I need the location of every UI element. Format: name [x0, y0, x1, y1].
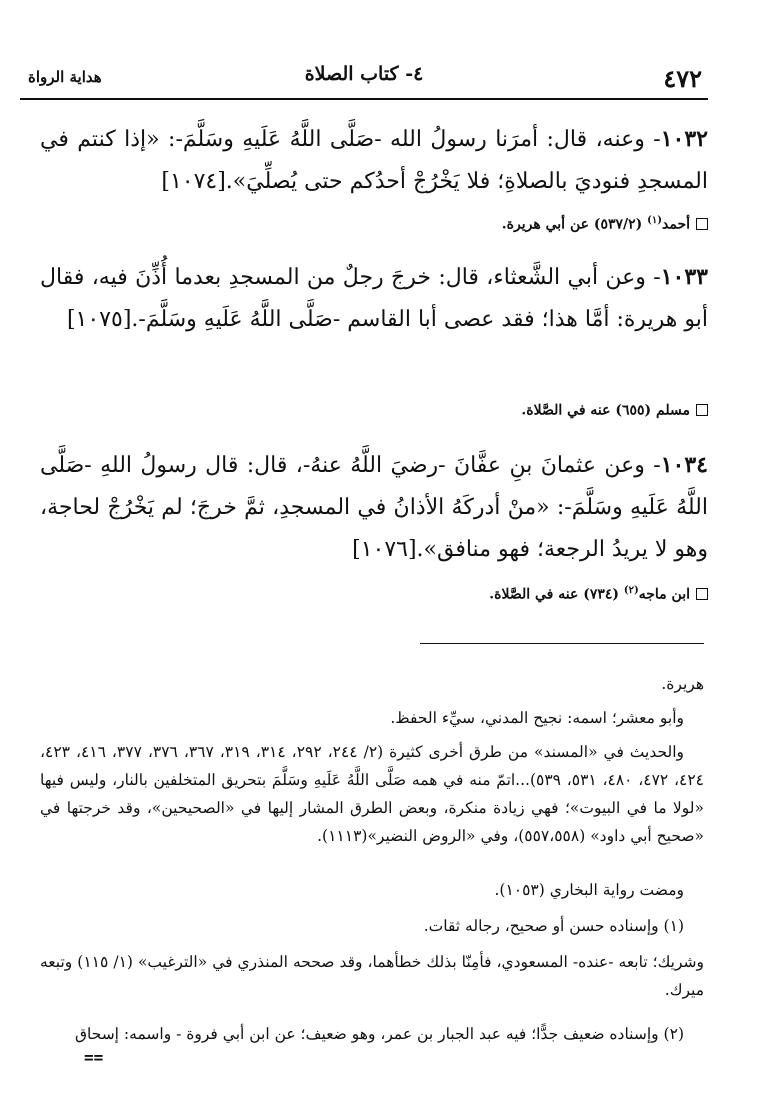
hadith-number: ١٠٣٤ [660, 452, 708, 478]
hadith-text: - وعنه، قال: أمرَنا رسولُ الله -صَلَّى اللَّهُ عَلَيهِ وسَلَّمَ-: «إذا كنتم في المسجدِ فنوديَ بالصلاةِ؛ فلا يَخْرُجْ أحدُكم حتى يُصلِّيَ».[١٠٧٤] [40, 127, 708, 194]
square-bullet-icon [696, 404, 708, 416]
continuation-mark: == [84, 1048, 104, 1067]
footnote-paragraph: والحديث في «المسند» من طرق أخرى كثيرة (٢/ ٢٤٤، ٢٩٢، ٣١٤، ٣١٩، ٣٦٧، ٣٧٦، ٣٧٧، ٤١٦، ٤٢٣، ٤٢٤، ٤٧٢، ٤٨٠، ٥٣١، ٥٣٩)...اتمّ منه في همه صَلَّى اللَّهُ عَلَيهِ وسَلَّمَ بتحريق المتخلفين بالنار، وليس فيها «لولا ما في البيوت»؛ فهي زيادة منكرة، وبعض الطرق المشار إليها في «الصحيحين»، وقد خرجتها في «صحيح أبي داود» (٥٥٧،٥٥٨)، وفي «الروض النضير»(١١١٣). [40, 743, 704, 845]
footnote-ref: (٢) [623, 585, 639, 596]
hadith-text: - وعن أبي الشَّعثاء، قال: خرجَ رجلٌ من المسجدِ بعدما أُذِّنَ فيه، فقال أبو هريرة: أمَّا هذا؛ فقد عصى أبا القاسم -صَلَّى اللَّهُ عَلَيهِ وسَلَّمَ-.[١٠٧٥] [40, 265, 708, 332]
chapter-title: ٤- كتاب الصلاة [304, 63, 424, 85]
hadith-source: مسلم (٦٥٥) عنه في الصَّلاة. [40, 396, 708, 422]
footnote-line: هريرة. [661, 675, 704, 693]
footnote-line: وأبو معشر؛ اسمه: نجيح المدني، سيِّء الحفظ. [390, 709, 684, 727]
footnote-ref: (١) [647, 215, 662, 226]
footnote-line: ومضت رواية البخاري (١٠٥٣). [494, 881, 684, 899]
hadith-text: - وعن عثمانَ بنِ عفَّانَ -رضيَ اللَّهُ عنهُ-، قال: قال رسولُ اللهِ -صَلَّى اللَّهُ عَلَيهِ وسَلَّمَ-: «منْ أدركَهُ الأذانُ في المسجدِ، ثمَّ خرجَ؛ لم يَخْرُجْ لحاجة، وهو لا يريدُ الرجعة؛ فهو منافق».[١٠٧٦] [40, 453, 708, 562]
hadith-source: أحمد$^{(١)}$ (٥٣٧/٢) عن أبي هريرة. [40, 210, 708, 236]
footnote-paragraph: وشريك؛ تابعه -عنده- المسعودي، فأمِنّا بذلك خطأهما، وقد صححه المنذري في «الترغيب» (١/ ١١٥) وتبعه ميرك. [40, 953, 704, 999]
book-title: هداية الرواة [28, 68, 102, 86]
hadith-number: ١٠٣٢ [660, 126, 708, 152]
hadith-1033 [40, 256, 708, 341]
hadith-1032 [40, 118, 708, 203]
square-bullet-icon [696, 588, 708, 600]
hadith-1034 [40, 444, 708, 571]
page-number: ٤٧٢ [663, 64, 702, 93]
square-bullet-icon [696, 218, 708, 230]
running-header [20, 52, 708, 100]
footnote-1: (١) وإسناده حسن أو صحيح، رجاله ثقات. [423, 917, 684, 935]
footnote-separator [420, 643, 704, 644]
footnote-2: (٢) وإسناده ضعيف جدًّا؛ فيه عبد الجبار بن عمر، وهو ضعيف؛ عن ابن أبي فروة - واسمه: إسحاق [74, 1025, 684, 1043]
hadith-number: ١٠٣٣ [660, 264, 708, 290]
hadith-source: ابن ماجه$^{(٢)}$ (٧٣٤) عنه في الصَّلاة. [40, 580, 708, 606]
